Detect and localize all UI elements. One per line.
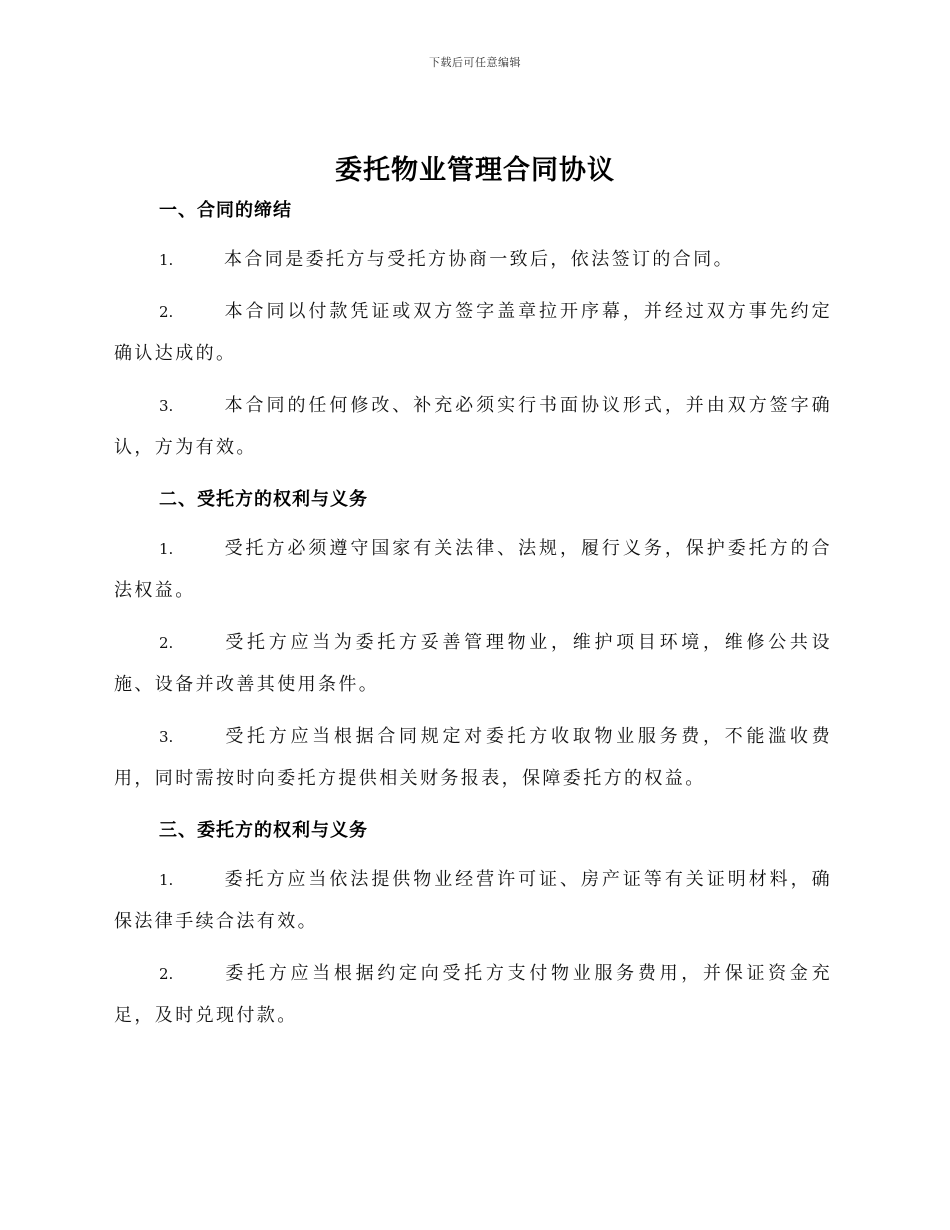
clause-text: 受托方应当为委托方妥善管理物业，维护项目环境，维修公共设施、设备并改善其使用条件。 <box>114 632 832 695</box>
clause <box>114 239 832 281</box>
clause-text: 受托方必须遵守国家有关法律、法规，履行义务，保护委托方的合法权益。 <box>114 538 832 601</box>
section-heading: 一、合同的缔结 <box>159 200 292 221</box>
clause <box>114 385 832 469</box>
clause-text: 受托方应当根据合同规定对委托方收取物业服务费，不能滥收费用，同时需按时向委托方提供相关财务报表，保障委托方的权益。 <box>114 726 832 789</box>
clause-text: 本合同的任何修改、补充必须实行书面协议形式，并由双方签字确认，方为有效。 <box>114 395 832 458</box>
document-title: 委托物业管理合同协议 <box>335 155 615 186</box>
clause-number: 3. <box>159 397 174 415</box>
clause-text: 委托方应当根据约定向受托方支付物业服务费用，并保证资金充足，及时兑现付款。 <box>114 963 832 1026</box>
clause <box>114 291 832 375</box>
clause-number: 2. <box>159 634 174 652</box>
clause <box>114 859 832 943</box>
header-note: 下载后可任意编辑 <box>429 56 521 69</box>
clause-number: 1. <box>159 871 174 889</box>
clause <box>114 716 832 800</box>
clause-number: 1. <box>159 251 174 269</box>
section-heading: 二、受托方的权利与义务 <box>159 489 368 510</box>
section-trustee-rights-obligations <box>114 479 832 800</box>
clause-number: 1. <box>159 540 174 558</box>
section-heading: 三、委托方的权利与义务 <box>159 820 368 841</box>
clause <box>114 953 832 1037</box>
clause-number: 2. <box>159 965 174 983</box>
section-principal-rights-obligations <box>114 810 832 1037</box>
document-body <box>114 190 832 1047</box>
clause-text: 本合同以付款凭证或双方签字盖章拉开序幕，并经过双方事先约定确认达成的。 <box>114 301 832 364</box>
clause-number: 2. <box>159 303 174 321</box>
section-contract-conclusion <box>114 190 832 469</box>
clause-text: 本合同是委托方与受托方协商一致后，依法签订的合同。 <box>224 249 734 270</box>
clause <box>114 528 832 612</box>
clause <box>114 622 832 706</box>
clause-text: 委托方应当依法提供物业经营许可证、房产证等有关证明材料，确保法律手续合法有效。 <box>114 869 832 932</box>
clause-number: 3. <box>159 728 174 746</box>
